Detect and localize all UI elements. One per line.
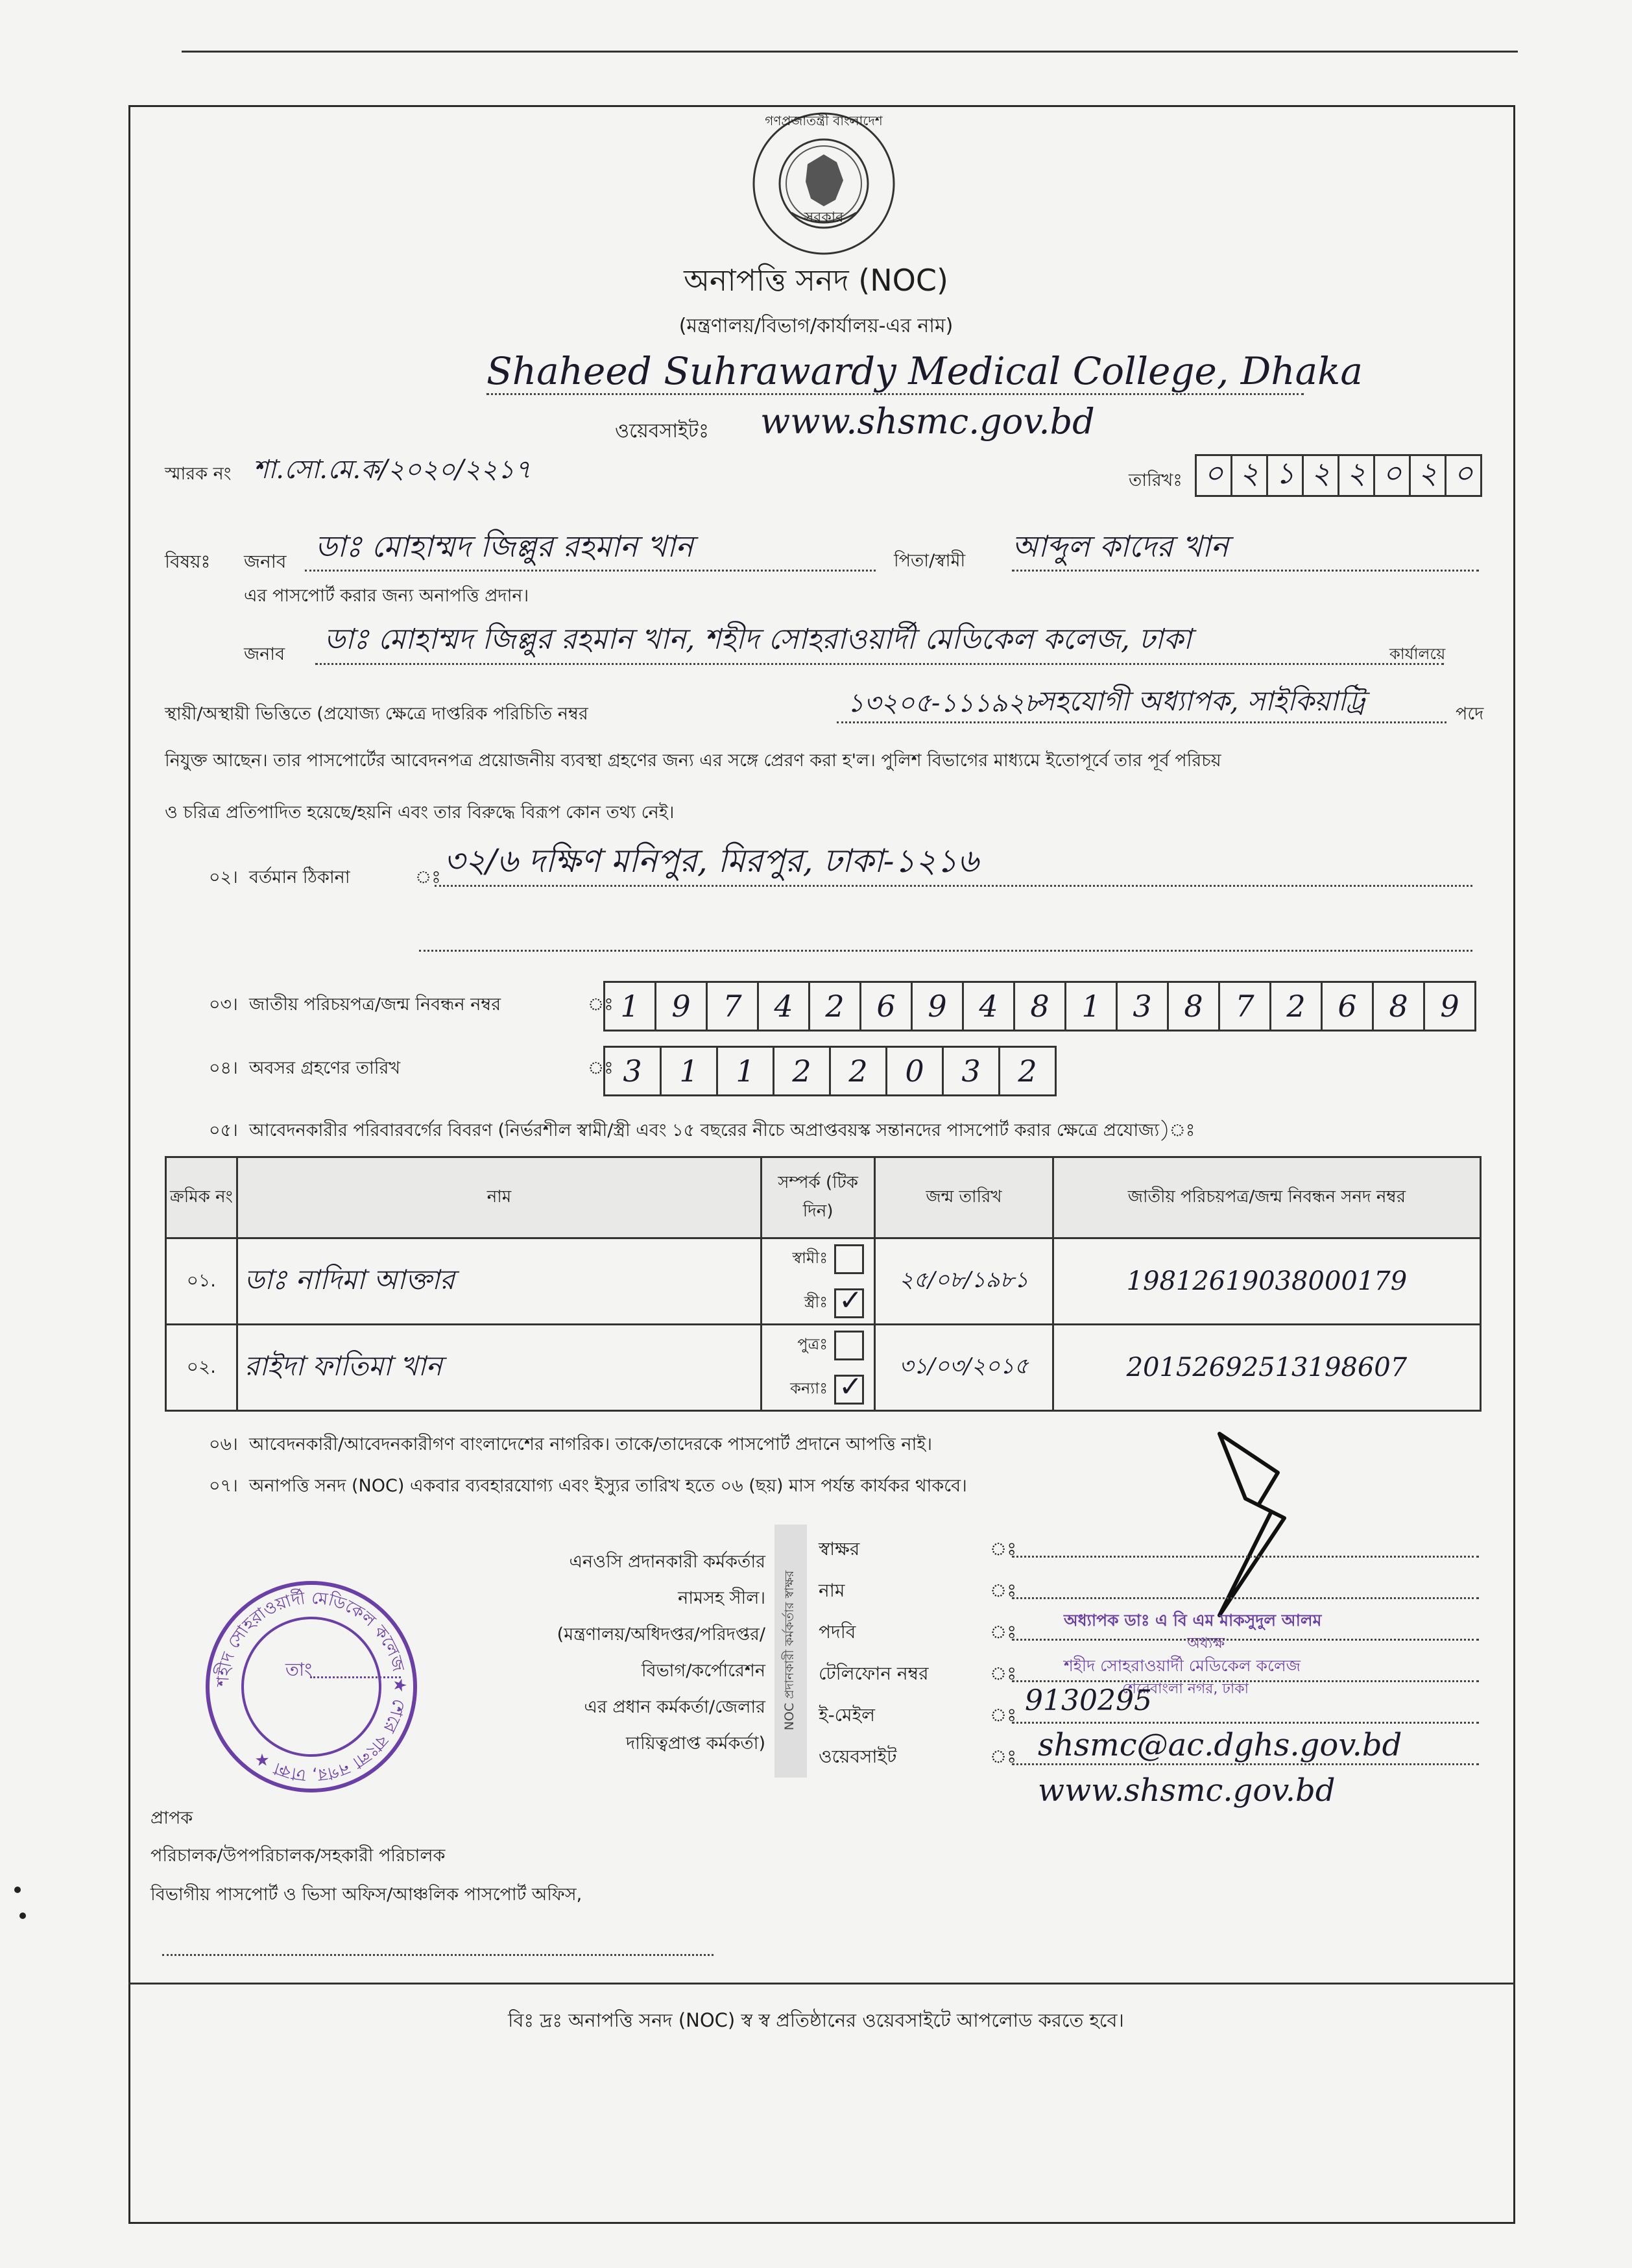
- address-value: ৩২/৬ দক্ষিণ মনিপুর, মিরপুর, ঢাকা-১২১৬: [444, 842, 979, 880]
- seal-title: অধ্যক্ষ: [1187, 1635, 1225, 1652]
- paragraph-line1: নিযুক্ত আছেন। তার পাসপোর্টের আবেদনপত্র প্রয়োজনীয় ব্যবস্থা গ্রহণের জন্য এর সঙ্গে প্রেরণ করা হ'ল। পুলিশ বিভাগের মাধ্যমে ইতোপূর্বে তার পূর্ব পরিচয়: [165, 751, 1221, 771]
- website-value: www.shsmc.gov.bd: [760, 401, 1095, 442]
- issuer-website-value: www.shsmc.gov.bd: [1038, 1772, 1336, 1809]
- family-table: [165, 1156, 1482, 1412]
- issuer-line: দায়িত্বপ্রাপ্ত কর্মকর্তা): [626, 1733, 765, 1754]
- colon: ঃ: [990, 1704, 1017, 1726]
- item-04-number: ০৪।: [209, 1058, 238, 1078]
- office-round-stamp-icon: [201, 1576, 422, 1797]
- name-and-office: ডাঃ মোহাম্মদ জিল্লুর রহমান খান, শহীদ সোহরাওয়ার্দী মেডিকেল কলেজ, ঢাকা: [324, 623, 1192, 656]
- emblem-bottom-text: সরকার: [804, 210, 844, 226]
- digit-box: 1: [1066, 983, 1118, 1030]
- digit-box: 4: [964, 983, 1015, 1030]
- digit-box: 7: [1220, 983, 1271, 1030]
- basis-label: স্থায়ী/অস্থায়ী ভিত্তিতে (প্রযোজ্য ক্ষেত্রে দাপ্তরিক পরিচিতি নম্বর: [165, 704, 588, 724]
- row-relation: [762, 1238, 875, 1325]
- digit-box: ২: [1339, 456, 1375, 495]
- digit-box: 1: [605, 983, 656, 1030]
- issuer-line: এনওসি প্রদানকারী কর্মকর্তার: [569, 1552, 765, 1572]
- stamp-date-label: তাং: [285, 1659, 313, 1680]
- stamp-ring-text: শহীদ সোহরাওয়ার্দী মেডিকেল কলেজ ★ শেরে বাংলা নগর, ঢাকা ★: [213, 1588, 410, 1785]
- signature-icon: [1181, 1427, 1323, 1622]
- colon: ঃ: [990, 1663, 1017, 1684]
- item-07-text: অনাপত্তি সনদ (NOC) একবার ব্যবহারযোগ্য এবং ইস্যুর তারিখ হতে ০৬ (ছয়) মাস পর্যন্ত কার্যকর থাকবে।: [249, 1476, 967, 1496]
- digit-box: 1: [662, 1048, 718, 1094]
- table-row: [166, 1325, 1481, 1411]
- issuer-line: (মন্ত্রণালয়/অধিদপ্তর/পরিদপ্তর/: [557, 1624, 765, 1645]
- memo-label: স্মারক নং: [165, 464, 232, 484]
- field-name-label: নাম: [819, 1580, 845, 1601]
- digit-box: ১: [1268, 456, 1304, 495]
- father-label: পিতা/স্বামী: [894, 551, 966, 571]
- website-field-dotted-line: [1012, 1763, 1479, 1765]
- row-dob: ২৫/০৮/১৯৮১: [875, 1238, 1053, 1325]
- digit-box: 2: [1271, 983, 1323, 1030]
- relation-option-label: কন্যাঃ: [790, 1379, 828, 1397]
- relation-checkbox[interactable]: [834, 1244, 864, 1274]
- digit-box: 0: [887, 1048, 944, 1094]
- row-id: 19812619038000179: [1053, 1238, 1480, 1325]
- designation-suffix: পদে: [1456, 704, 1484, 724]
- digit-box: ২: [1304, 456, 1339, 495]
- date-label: তারিখঃ: [1129, 470, 1182, 490]
- nid-boxes: [603, 981, 1476, 1031]
- issuer-field-labels: [819, 1528, 929, 1778]
- colon: ঃ: [990, 1621, 1017, 1643]
- margin-dot: [14, 1887, 21, 1893]
- recipient-line1: পরিচালক/উপপরিচালক/সহকারী পরিচালক: [150, 1846, 446, 1866]
- seal-name: অধ্যাপক ডাঃ এ বি এম মাকসুদুল আলম: [1064, 1611, 1322, 1630]
- digit-box: 8: [1015, 983, 1066, 1030]
- digit-box: 6: [1323, 983, 1374, 1030]
- document-title: অনাপত্তি সনদ (NOC): [684, 263, 948, 298]
- stamp-date-line: [310, 1676, 401, 1678]
- digit-box: 3: [944, 1048, 1000, 1094]
- digit-box: 2: [1018, 1054, 1037, 1089]
- memo-number: শা.সো.মে.ক/২০২০/২২১৭: [253, 455, 532, 485]
- phone-value: 9130295: [1025, 1684, 1152, 1717]
- paragraph-line2: ও চরিত্র প্রতিপাদিত হয়েছে/হয়নি এবং তার বিরুদ্ধে বিরূপ কোন তথ্য নেই।: [165, 802, 675, 823]
- colon: ঃ: [990, 1746, 1017, 1767]
- subject-prefix: জনাব: [244, 551, 287, 572]
- header-id: জাতীয় পরিচয়পত্র/জন্ম নিবন্ধন সনদ নম্বর: [1053, 1157, 1480, 1238]
- item-02-number: ০২।: [209, 867, 238, 887]
- header-dob: জন্ম তারিখ: [875, 1157, 1053, 1238]
- issuer-line: এর প্রধান কর্মকর্তা/জেলার: [584, 1697, 765, 1717]
- org-dotted-line: [486, 393, 1304, 395]
- address-dotted-line-1: [435, 885, 1472, 887]
- digit-box: ০: [1197, 456, 1232, 495]
- name-field-dotted-line: [1012, 1597, 1479, 1599]
- relation-checkbox[interactable]: [834, 1331, 864, 1360]
- field-phone-label: টেলিফোন নম্বর: [819, 1663, 929, 1684]
- nid-colon: ঃ: [588, 995, 614, 1015]
- retire-date-boxes: [603, 1046, 1057, 1096]
- table-header-row: [166, 1157, 1481, 1238]
- office-suffix: কার্যালয়ে: [1389, 645, 1446, 663]
- row-id: 20152692513198607: [1053, 1325, 1480, 1411]
- issuer-colons: [990, 1528, 1016, 1778]
- colon: ঃ: [990, 1580, 1017, 1601]
- designation: সহযোগী অধ্যাপক, সাইকিয়াট্রি: [1037, 685, 1365, 717]
- note-divider: [128, 1983, 1515, 1984]
- email-value: shsmc@ac.dghs.gov.bd: [1038, 1727, 1402, 1763]
- family-label: আবেদনকারীর পরিবারবর্গের বিবরণ (নির্ভরশীল স্বামী/স্ত্রী এবং ১৫ বছরের নীচে অপ্রাপ্তবয়স্ক সন্তানদের পাসপোর্ট করার ক্ষেত্রে প্রযোজ্য)ঃ: [249, 1120, 1195, 1140]
- digit-box: 2: [810, 983, 861, 1030]
- table-row: [166, 1238, 1481, 1325]
- office-dotted-line: [315, 663, 1444, 665]
- recipient-line2: বিভাগীয় পাসপোর্ট ও ভিসা অফিস/আঞ্চলিক পাসপোর্ট অফিস,: [150, 1885, 582, 1905]
- seal-org: শহীদ সোহরাওয়ার্দী মেডিকেল কলেজ: [1064, 1656, 1301, 1675]
- father-name: আব্দুল কাদের খান: [1012, 529, 1229, 564]
- digit-box: 2: [774, 1048, 831, 1094]
- body-prefix: জনাব: [244, 644, 285, 664]
- retire-label: অবসর গ্রহণের তারিখ: [249, 1058, 401, 1078]
- document-subtitle: (মন্ত্রণালয়/বিভাগ/কার্যালয়-এর নাম): [678, 315, 954, 337]
- colon: ঃ: [990, 1538, 1017, 1560]
- row-dob: ৩১/০৩/২০১৫: [875, 1325, 1053, 1411]
- recipient-dotted-line: [162, 1954, 714, 1956]
- field-website-label: ওয়েবসাইট: [819, 1746, 897, 1767]
- digit-box: ২: [1411, 456, 1446, 495]
- digit-box: 2: [831, 1048, 887, 1094]
- item-06-text: আবেদনকারী/আবেদনকারীগণ বাংলাদেশের নাগরিক। তাকে/তাদেরকে পাসপোর্ট প্রদানে আপত্তি নাই।: [249, 1434, 933, 1454]
- issuer-description: [480, 1544, 765, 1762]
- digit-box: 9: [913, 983, 964, 1030]
- item-07-number: ০৭।: [209, 1476, 238, 1496]
- recipient-label: প্রাপক: [150, 1808, 193, 1828]
- field-email-label: ই-মেইল: [819, 1704, 876, 1726]
- header-name: নাম: [237, 1157, 761, 1238]
- digit-box: 8: [1169, 983, 1220, 1030]
- name-dotted-line: [305, 570, 876, 572]
- applicant-name: ডাঃ মোহাম্মদ জিল্লুর রহমান খান: [315, 529, 693, 564]
- row-serial: ০১.: [166, 1238, 237, 1325]
- issuer-line: নামসহ সীল।: [678, 1588, 765, 1608]
- subject-label: বিষয়ঃ: [165, 551, 211, 572]
- email-field-dotted-line: [1012, 1722, 1479, 1724]
- row-name: রাইদা ফাতিমা খান: [237, 1325, 761, 1411]
- item-06-number: ০৬।: [209, 1434, 238, 1454]
- top-border-line: [182, 51, 1518, 53]
- field-signature-label: স্বাক্ষর: [819, 1538, 860, 1560]
- digit-box: ০: [1454, 455, 1473, 490]
- digit-box: ২: [1232, 456, 1268, 495]
- digit-box: 9: [656, 983, 708, 1030]
- website-label: ওয়েবসাইটঃ: [615, 420, 709, 442]
- digit-box: 6: [861, 983, 913, 1030]
- footer-note: বিঃ দ্রঃ অনাপত্তি সনদ (NOC) স্ব স্ব প্রতিষ্ঠানের ওয়েবসাইটে আপলোড করতে হবে।: [508, 2009, 1124, 2031]
- organization-name: Shaheed Suhrawardy Medical College, Dhaka: [486, 349, 1363, 393]
- address-colon: ঃ: [415, 867, 441, 887]
- digit-box: 3: [1118, 983, 1169, 1030]
- designation-field-dotted-line: [1012, 1639, 1479, 1641]
- margin-dot: [19, 1912, 26, 1919]
- father-dotted-line: [1012, 570, 1479, 572]
- field-designation-label: পদবি: [819, 1621, 856, 1643]
- relation-checkbox-checked[interactable]: [834, 1375, 864, 1405]
- digit-box: 8: [1374, 983, 1425, 1030]
- relation-option-label: পুত্রঃ: [797, 1335, 828, 1353]
- digit-box: ০: [1375, 456, 1411, 495]
- issuer-vertical-text: NOC প্রদানকারী কর্মকর্তার স্বাক্ষর: [782, 1570, 797, 1731]
- emblem-top-text: গণপ্রজাতন্ত্রী বাংলাদেশ: [765, 113, 883, 128]
- nid-label: জাতীয় পরিচয়পত্র/জন্ম নিবন্ধন নম্বর: [249, 995, 501, 1015]
- header-serial: ক্রমিক নং: [166, 1157, 237, 1238]
- signature-dotted-line: [1012, 1556, 1479, 1558]
- subject-line2: এর পাসপোর্ট করার জন্য অনাপত্তি প্রদান।: [244, 586, 529, 606]
- item-05-number: ০৫।: [209, 1120, 238, 1140]
- address-dotted-line-2: [419, 950, 1472, 952]
- header-relation: সম্পর্ক (টিক দিন): [762, 1157, 875, 1238]
- row-relation: [762, 1325, 875, 1411]
- item-03-number: ০৩।: [209, 995, 238, 1015]
- digit-box: 3: [605, 1048, 662, 1094]
- row-serial: ০২.: [166, 1325, 237, 1411]
- seal-address: শেরেবাংলা নগর, ঢাকা: [1122, 1681, 1249, 1697]
- relation-option-label: স্বামীঃ: [792, 1249, 828, 1267]
- digit-box: 4: [759, 983, 810, 1030]
- relation-checkbox-checked[interactable]: [834, 1288, 864, 1318]
- designation-dotted-line: [837, 721, 1446, 723]
- relation-option-label: স্ত্রীঃ: [804, 1293, 828, 1311]
- retire-colon: ঃ: [588, 1058, 614, 1078]
- date-boxes: [1195, 454, 1482, 497]
- digit-box: 9: [1440, 989, 1459, 1024]
- official-id: ১৩২০৫-১১১৯২৮: [847, 688, 1042, 718]
- row-name: ডাঃ নাদিমা আক্তার: [237, 1238, 761, 1325]
- digit-box: 1: [718, 1048, 774, 1094]
- digit-box: 7: [708, 983, 759, 1030]
- address-label: বর্তমান ঠিকানা: [249, 867, 350, 887]
- issuer-line: বিভাগ/কর্পোরেশন: [641, 1661, 765, 1681]
